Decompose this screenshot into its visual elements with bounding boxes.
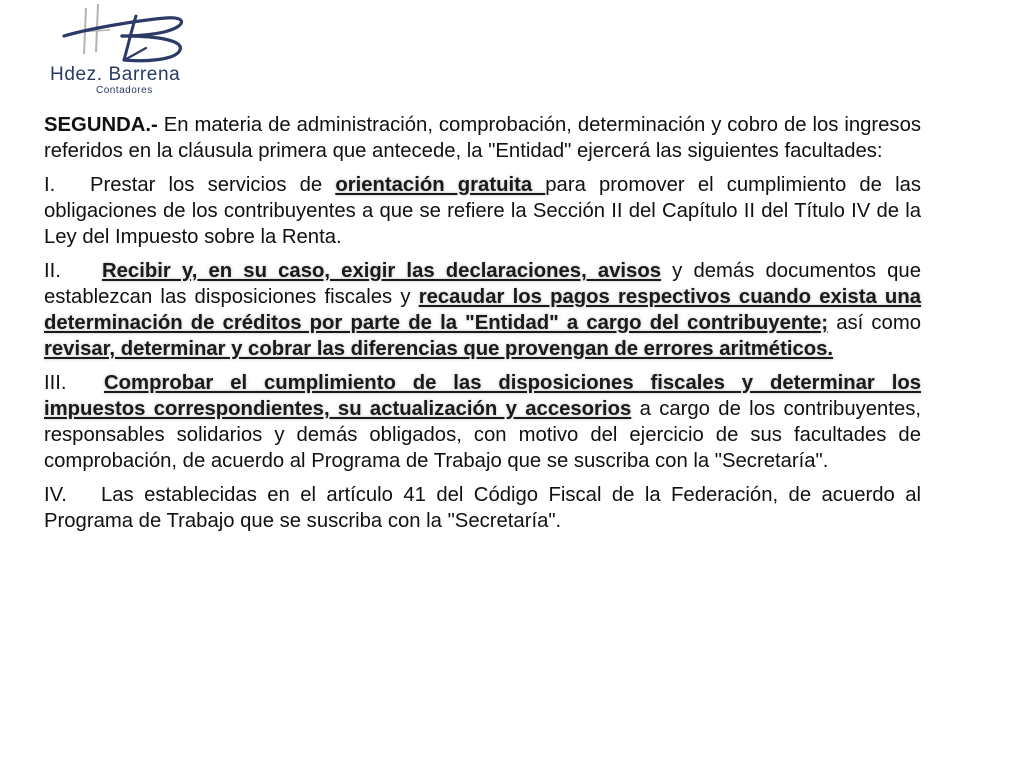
highlighted-text: revisar, determinar y cobrar las diferencias que provengan de errores aritméticos. (44, 338, 834, 360)
item-text: Las establecidas en el artículo 41 del Código Fiscal de la Federación, de acuerdo al Programa de Trabajo que se suscriba con la "Secretaría". (44, 484, 921, 532)
item-text: a cargo de los contribuyentes, responsables solidarios y demás obligados, con motivo del ejercicio de sus facultades de comprobación, de acuerdo al Programa de Trabajo que se suscriba con la "Secretaría". (44, 398, 921, 472)
logo-company-name: Hdez. Barrena (50, 64, 181, 85)
paragraph-item-1 (44, 172, 921, 250)
highlighted-text: recaudar los pagos respectivos cuando exista una determinación de créditos por parte de la "Entidad" a cargo del contribuyente; (44, 286, 921, 334)
logo-subtitle: Contadores (96, 85, 153, 96)
item-text: y demás documentos que establezcan las disposiciones fiscales y (44, 260, 921, 308)
company-logo (46, 2, 216, 102)
item-text: así como (828, 312, 921, 334)
hb-monogram-icon (46, 2, 216, 70)
paragraph-item-3 (44, 370, 921, 474)
clause-text: En materia de administración, comprobación, determinación y cobro de los ingresos referidos en la cláusula primera que antecede, la "Entidad" ejercerá las siguientes facultades: (44, 114, 921, 162)
item-number: I. (44, 174, 56, 196)
item-number: IV. (44, 484, 67, 506)
highlighted-text: Recibir y, en su caso, exigir las declaraciones, avisos (102, 260, 662, 282)
item-number: III. (44, 372, 67, 394)
document-body (44, 112, 921, 542)
paragraph-item-2 (44, 258, 921, 362)
highlighted-text: orientación gratuita (335, 174, 546, 196)
clause-heading: SEGUNDA.- (44, 114, 158, 136)
paragraph-segunda (44, 112, 921, 164)
item-text: para promover el cumplimiento de las obligaciones de los contribuyentes a que se refiere la Sección II del Capítulo II del Título IV de la Ley del Impuesto sobre la Renta. (44, 174, 921, 248)
item-number: II. (44, 260, 61, 282)
paragraph-item-4 (44, 482, 921, 534)
item-text: Prestar los servicios de (90, 174, 336, 196)
highlighted-text: Comprobar el cumplimiento de las disposiciones fiscales y determinar los impuestos correspondientes, su actualización y accesorios (44, 372, 921, 420)
